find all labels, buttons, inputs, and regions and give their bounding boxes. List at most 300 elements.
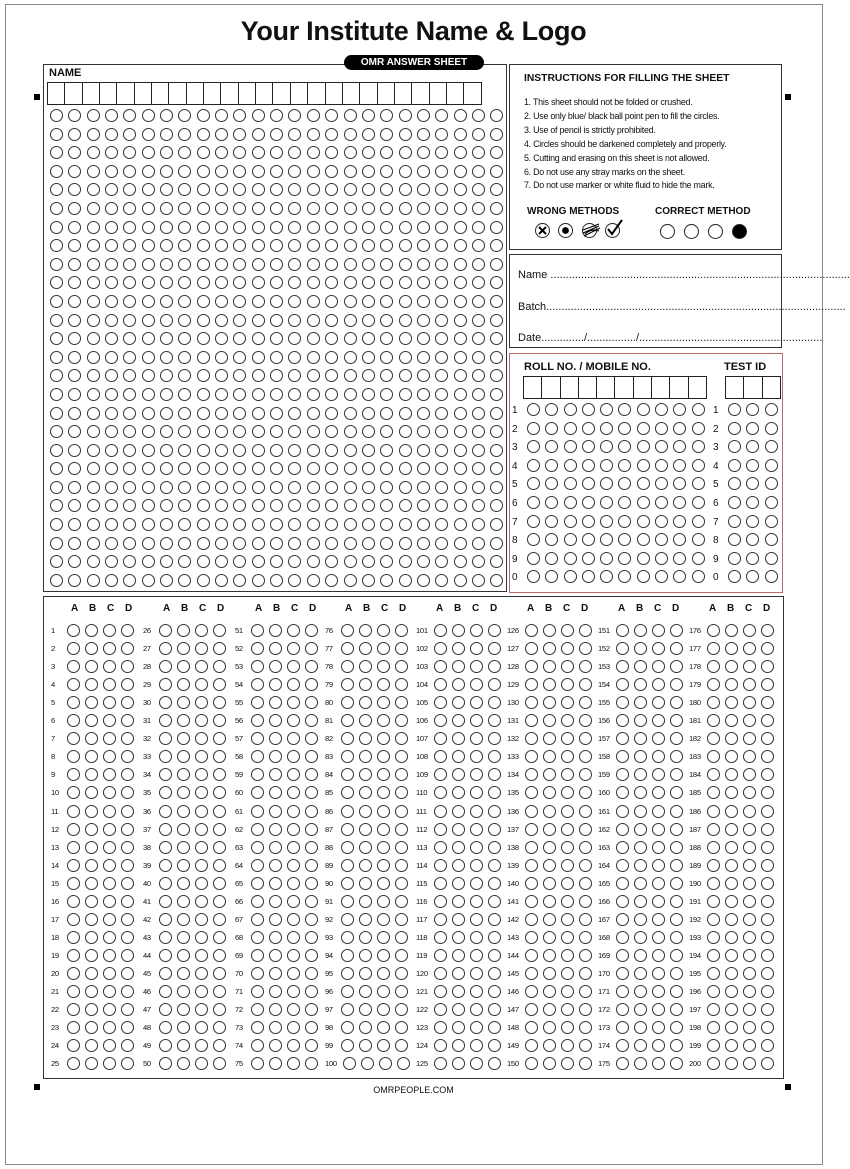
answer-bubble[interactable] <box>287 1003 300 1016</box>
name-bubble[interactable] <box>270 128 283 141</box>
name-bubble[interactable] <box>160 109 173 122</box>
name-bubble[interactable] <box>233 183 246 196</box>
name-bubble[interactable] <box>362 351 375 364</box>
name-bubble[interactable] <box>105 388 118 401</box>
answer-bubble[interactable] <box>488 985 501 998</box>
answer-bubble[interactable] <box>67 841 80 854</box>
name-bubble[interactable] <box>105 109 118 122</box>
name-bubble[interactable] <box>87 146 100 159</box>
name-bubble[interactable] <box>68 499 81 512</box>
answer-bubble[interactable] <box>213 913 226 926</box>
name-bubble[interactable] <box>380 407 393 420</box>
answer-bubble[interactable] <box>543 1021 556 1034</box>
name-bubble[interactable] <box>399 239 412 252</box>
name-bubble[interactable] <box>325 128 338 141</box>
name-bubble[interactable] <box>435 574 448 587</box>
answer-bubble[interactable] <box>305 823 318 836</box>
answer-bubble[interactable] <box>341 985 354 998</box>
name-bubble[interactable] <box>105 351 118 364</box>
answer-bubble[interactable] <box>213 931 226 944</box>
name-bubble[interactable] <box>68 407 81 420</box>
answer-bubble[interactable] <box>213 949 226 962</box>
answer-bubble[interactable] <box>761 805 774 818</box>
name-bubble[interactable] <box>233 518 246 531</box>
name-bubble[interactable] <box>215 407 228 420</box>
answer-bubble[interactable] <box>159 642 172 655</box>
answer-bubble[interactable] <box>543 895 556 908</box>
test-id-bubble[interactable] <box>746 496 759 509</box>
answer-bubble[interactable] <box>616 859 629 872</box>
answer-bubble[interactable] <box>359 660 372 673</box>
name-bubble[interactable] <box>160 221 173 234</box>
name-bubble[interactable] <box>252 295 265 308</box>
answer-bubble[interactable] <box>103 841 116 854</box>
name-bubble[interactable] <box>68 537 81 550</box>
name-bubble[interactable] <box>344 202 357 215</box>
name-bubble[interactable] <box>454 518 467 531</box>
name-bubble[interactable] <box>50 221 63 234</box>
name-bubble[interactable] <box>417 128 430 141</box>
answer-bubble[interactable] <box>434 624 447 637</box>
name-bubble[interactable] <box>270 555 283 568</box>
name-bubble[interactable] <box>252 351 265 364</box>
answer-bubble[interactable] <box>67 931 80 944</box>
name-bubble[interactable] <box>362 425 375 438</box>
answer-bubble[interactable] <box>561 805 574 818</box>
answer-bubble[interactable] <box>525 913 538 926</box>
name-bubble[interactable] <box>215 332 228 345</box>
name-bubble[interactable] <box>68 276 81 289</box>
answer-bubble[interactable] <box>725 1003 738 1016</box>
answer-bubble[interactable] <box>452 1003 465 1016</box>
answer-bubble[interactable] <box>525 949 538 962</box>
name-bubble[interactable] <box>270 221 283 234</box>
roll-digit-bubble[interactable] <box>545 570 558 583</box>
answer-bubble[interactable] <box>670 913 683 926</box>
name-bubble[interactable] <box>307 332 320 345</box>
name-bubble[interactable] <box>325 499 338 512</box>
name-bubble[interactable] <box>215 221 228 234</box>
name-bubble[interactable] <box>197 276 210 289</box>
answer-bubble[interactable] <box>121 913 134 926</box>
name-bubble[interactable] <box>362 258 375 271</box>
name-bubble[interactable] <box>362 518 375 531</box>
answer-bubble[interactable] <box>395 931 408 944</box>
name-bubble[interactable] <box>160 239 173 252</box>
answer-bubble[interactable] <box>434 660 447 673</box>
name-letter-box[interactable] <box>359 82 377 105</box>
answer-bubble[interactable] <box>103 895 116 908</box>
name-bubble[interactable] <box>233 239 246 252</box>
name-bubble[interactable] <box>50 258 63 271</box>
name-bubble[interactable] <box>380 276 393 289</box>
answer-bubble[interactable] <box>85 877 98 890</box>
answer-bubble[interactable] <box>159 877 172 890</box>
name-bubble[interactable] <box>490 239 503 252</box>
name-bubble[interactable] <box>178 146 191 159</box>
answer-bubble[interactable] <box>377 949 390 962</box>
answer-bubble[interactable] <box>707 1003 720 1016</box>
name-bubble[interactable] <box>472 183 485 196</box>
answer-bubble[interactable] <box>434 913 447 926</box>
name-bubble[interactable] <box>362 109 375 122</box>
name-bubble[interactable] <box>50 276 63 289</box>
roll-digit-bubble[interactable] <box>545 440 558 453</box>
answer-bubble[interactable] <box>377 895 390 908</box>
name-letter-box[interactable] <box>64 82 82 105</box>
name-bubble[interactable] <box>233 537 246 550</box>
answer-bubble[interactable] <box>213 895 226 908</box>
answer-bubble[interactable] <box>470 1003 483 1016</box>
roll-digit-bubble[interactable] <box>692 515 705 528</box>
name-bubble[interactable] <box>288 407 301 420</box>
name-bubble[interactable] <box>178 258 191 271</box>
answer-bubble[interactable] <box>269 913 282 926</box>
name-bubble[interactable] <box>123 258 136 271</box>
name-bubble[interactable] <box>233 444 246 457</box>
roll-digit-bubble[interactable] <box>582 477 595 490</box>
answer-bubble[interactable] <box>452 841 465 854</box>
answer-bubble[interactable] <box>579 841 592 854</box>
test-id-bubble[interactable] <box>765 440 778 453</box>
answer-bubble[interactable] <box>269 949 282 962</box>
test-id-bubble[interactable] <box>765 570 778 583</box>
name-bubble[interactable] <box>68 351 81 364</box>
answer-bubble[interactable] <box>488 841 501 854</box>
name-bubble[interactable] <box>270 165 283 178</box>
roll-digit-bubble[interactable] <box>600 422 613 435</box>
name-bubble[interactable] <box>362 146 375 159</box>
answer-bubble[interactable] <box>121 624 134 637</box>
answer-bubble[interactable] <box>725 805 738 818</box>
answer-bubble[interactable] <box>743 841 756 854</box>
answer-bubble[interactable] <box>761 1021 774 1034</box>
name-letter-box[interactable] <box>116 82 134 105</box>
name-bubble[interactable] <box>68 481 81 494</box>
name-bubble[interactable] <box>123 369 136 382</box>
answer-bubble[interactable] <box>287 642 300 655</box>
answer-bubble[interactable] <box>177 949 190 962</box>
answer-bubble[interactable] <box>561 895 574 908</box>
name-bubble[interactable] <box>123 499 136 512</box>
name-bubble[interactable] <box>454 128 467 141</box>
answer-bubble[interactable] <box>725 967 738 980</box>
name-bubble[interactable] <box>362 165 375 178</box>
name-bubble[interactable] <box>215 258 228 271</box>
answer-bubble[interactable] <box>395 859 408 872</box>
answer-bubble[interactable] <box>121 1003 134 1016</box>
name-bubble[interactable] <box>490 165 503 178</box>
answer-bubble[interactable] <box>251 1021 264 1034</box>
answer-bubble[interactable] <box>525 805 538 818</box>
answer-bubble[interactable] <box>543 805 556 818</box>
answer-bubble[interactable] <box>67 967 80 980</box>
name-bubble[interactable] <box>105 369 118 382</box>
name-bubble[interactable] <box>490 518 503 531</box>
answer-bubble[interactable] <box>470 805 483 818</box>
answer-bubble[interactable] <box>251 967 264 980</box>
digit-box[interactable] <box>669 376 688 399</box>
answer-bubble[interactable] <box>634 841 647 854</box>
answer-bubble[interactable] <box>616 1021 629 1034</box>
answer-bubble[interactable] <box>121 823 134 836</box>
name-bubble[interactable] <box>197 462 210 475</box>
answer-bubble[interactable] <box>159 949 172 962</box>
answer-bubble[interactable] <box>341 895 354 908</box>
name-bubble[interactable] <box>233 332 246 345</box>
name-bubble[interactable] <box>197 332 210 345</box>
answer-bubble[interactable] <box>159 805 172 818</box>
name-bubble[interactable] <box>288 518 301 531</box>
roll-digit-bubble[interactable] <box>600 403 613 416</box>
name-bubble[interactable] <box>252 258 265 271</box>
name-bubble[interactable] <box>344 109 357 122</box>
answer-bubble[interactable] <box>707 660 720 673</box>
name-bubble[interactable] <box>105 314 118 327</box>
name-bubble[interactable] <box>490 462 503 475</box>
name-bubble[interactable] <box>490 221 503 234</box>
answer-bubble[interactable] <box>67 895 80 908</box>
roll-digit-bubble[interactable] <box>618 570 631 583</box>
roll-digit-bubble[interactable] <box>618 496 631 509</box>
roll-digit-bubble[interactable] <box>564 496 577 509</box>
answer-bubble[interactable] <box>287 985 300 998</box>
name-bubble[interactable] <box>270 444 283 457</box>
answer-bubble[interactable] <box>743 913 756 926</box>
answer-bubble[interactable] <box>177 985 190 998</box>
answer-bubble[interactable] <box>85 949 98 962</box>
roll-digit-bubble[interactable] <box>527 552 540 565</box>
name-bubble[interactable] <box>307 202 320 215</box>
answer-bubble[interactable] <box>634 895 647 908</box>
answer-bubble[interactable] <box>634 1003 647 1016</box>
name-bubble[interactable] <box>399 221 412 234</box>
name-bubble[interactable] <box>380 499 393 512</box>
name-bubble[interactable] <box>252 518 265 531</box>
answer-bubble[interactable] <box>195 895 208 908</box>
name-bubble[interactable] <box>362 221 375 234</box>
answer-bubble[interactable] <box>287 660 300 673</box>
answer-bubble[interactable] <box>67 877 80 890</box>
name-letter-box[interactable] <box>186 82 204 105</box>
name-bubble[interactable] <box>435 537 448 550</box>
answer-bubble[interactable] <box>707 823 720 836</box>
name-bubble[interactable] <box>325 202 338 215</box>
name-bubble[interactable] <box>160 351 173 364</box>
name-bubble[interactable] <box>344 499 357 512</box>
name-bubble[interactable] <box>399 332 412 345</box>
answer-bubble[interactable] <box>359 841 372 854</box>
name-bubble[interactable] <box>472 518 485 531</box>
answer-bubble[interactable] <box>761 877 774 890</box>
answer-bubble[interactable] <box>121 642 134 655</box>
answer-bubble[interactable] <box>359 967 372 980</box>
answer-bubble[interactable] <box>195 859 208 872</box>
name-bubble[interactable] <box>307 518 320 531</box>
answer-bubble[interactable] <box>725 859 738 872</box>
name-bubble[interactable] <box>288 444 301 457</box>
answer-bubble[interactable] <box>579 985 592 998</box>
name-bubble[interactable] <box>490 146 503 159</box>
name-bubble[interactable] <box>307 109 320 122</box>
answer-bubble[interactable] <box>305 805 318 818</box>
name-bubble[interactable] <box>233 165 246 178</box>
answer-bubble[interactable] <box>177 877 190 890</box>
answer-bubble[interactable] <box>121 841 134 854</box>
answer-bubble[interactable] <box>103 877 116 890</box>
name-bubble[interactable] <box>454 425 467 438</box>
name-bubble[interactable] <box>215 369 228 382</box>
answer-bubble[interactable] <box>121 967 134 980</box>
name-bubble[interactable] <box>362 555 375 568</box>
answer-bubble[interactable] <box>743 823 756 836</box>
answer-bubble[interactable] <box>434 823 447 836</box>
name-bubble[interactable] <box>160 332 173 345</box>
name-bubble[interactable] <box>50 351 63 364</box>
answer-bubble[interactable] <box>287 624 300 637</box>
name-bubble[interactable] <box>178 555 191 568</box>
name-bubble[interactable] <box>160 444 173 457</box>
name-bubble[interactable] <box>87 183 100 196</box>
name-bubble[interactable] <box>197 295 210 308</box>
test-id-bubble[interactable] <box>765 422 778 435</box>
answer-bubble[interactable] <box>561 1021 574 1034</box>
name-bubble[interactable] <box>123 425 136 438</box>
name-bubble[interactable] <box>417 332 430 345</box>
answer-bubble[interactable] <box>85 859 98 872</box>
answer-bubble[interactable] <box>488 624 501 637</box>
answer-bubble[interactable] <box>470 967 483 980</box>
name-bubble[interactable] <box>105 146 118 159</box>
test-id-bubble[interactable] <box>728 570 741 583</box>
answer-bubble[interactable] <box>103 624 116 637</box>
name-bubble[interactable] <box>435 183 448 196</box>
name-bubble[interactable] <box>325 574 338 587</box>
name-bubble[interactable] <box>399 165 412 178</box>
answer-bubble[interactable] <box>761 895 774 908</box>
name-bubble[interactable] <box>307 388 320 401</box>
answer-bubble[interactable] <box>67 949 80 962</box>
name-bubble[interactable] <box>472 444 485 457</box>
answer-bubble[interactable] <box>195 805 208 818</box>
answer-bubble[interactable] <box>761 859 774 872</box>
name-bubble[interactable] <box>178 314 191 327</box>
name-bubble[interactable] <box>123 332 136 345</box>
name-letter-box[interactable] <box>82 82 100 105</box>
answer-bubble[interactable] <box>377 624 390 637</box>
answer-bubble[interactable] <box>670 859 683 872</box>
answer-bubble[interactable] <box>561 931 574 944</box>
name-bubble[interactable] <box>160 258 173 271</box>
answer-bubble[interactable] <box>269 859 282 872</box>
name-bubble[interactable] <box>362 574 375 587</box>
answer-bubble[interactable] <box>652 985 665 998</box>
name-bubble[interactable] <box>490 314 503 327</box>
answer-bubble[interactable] <box>121 1021 134 1034</box>
name-bubble[interactable] <box>490 295 503 308</box>
answer-bubble[interactable] <box>159 931 172 944</box>
name-bubble[interactable] <box>160 202 173 215</box>
name-bubble[interactable] <box>50 146 63 159</box>
roll-digit-bubble[interactable] <box>618 459 631 472</box>
answer-bubble[interactable] <box>670 1003 683 1016</box>
name-bubble[interactable] <box>325 109 338 122</box>
digit-box[interactable] <box>614 376 633 399</box>
answer-bubble[interactable] <box>761 642 774 655</box>
name-bubble[interactable] <box>197 388 210 401</box>
name-bubble[interactable] <box>105 295 118 308</box>
roll-digit-bubble[interactable] <box>545 422 558 435</box>
name-bubble[interactable] <box>362 462 375 475</box>
answer-bubble[interactable] <box>305 841 318 854</box>
roll-digit-bubble[interactable] <box>527 422 540 435</box>
answer-bubble[interactable] <box>707 877 720 890</box>
answer-bubble[interactable] <box>395 1021 408 1034</box>
name-bubble[interactable] <box>380 351 393 364</box>
name-bubble[interactable] <box>68 128 81 141</box>
answer-bubble[interactable] <box>195 841 208 854</box>
answer-bubble[interactable] <box>470 841 483 854</box>
name-bubble[interactable] <box>87 425 100 438</box>
name-letter-box[interactable] <box>377 82 395 105</box>
name-bubble[interactable] <box>435 555 448 568</box>
name-bubble[interactable] <box>68 388 81 401</box>
name-bubble[interactable] <box>472 462 485 475</box>
answer-bubble[interactable] <box>305 624 318 637</box>
name-bubble[interactable] <box>399 258 412 271</box>
name-bubble[interactable] <box>197 555 210 568</box>
answer-bubble[interactable] <box>561 624 574 637</box>
answer-bubble[interactable] <box>488 895 501 908</box>
test-id-bubble[interactable] <box>765 533 778 546</box>
roll-digit-bubble[interactable] <box>600 552 613 565</box>
name-bubble[interactable] <box>380 221 393 234</box>
answer-bubble[interactable] <box>395 823 408 836</box>
answer-bubble[interactable] <box>634 1021 647 1034</box>
answer-bubble[interactable] <box>579 805 592 818</box>
name-bubble[interactable] <box>472 258 485 271</box>
name-bubble[interactable] <box>105 425 118 438</box>
answer-bubble[interactable] <box>525 841 538 854</box>
name-bubble[interactable] <box>325 276 338 289</box>
name-bubble[interactable] <box>270 276 283 289</box>
roll-digit-bubble[interactable] <box>545 403 558 416</box>
answer-bubble[interactable] <box>359 931 372 944</box>
name-bubble[interactable] <box>233 351 246 364</box>
answer-bubble[interactable] <box>470 877 483 890</box>
name-bubble[interactable] <box>178 221 191 234</box>
answer-bubble[interactable] <box>121 805 134 818</box>
answer-bubble[interactable] <box>395 841 408 854</box>
name-bubble[interactable] <box>252 239 265 252</box>
roll-digit-bubble[interactable] <box>582 552 595 565</box>
name-bubble[interactable] <box>215 462 228 475</box>
name-bubble[interactable] <box>50 499 63 512</box>
digit-box[interactable] <box>596 376 615 399</box>
digit-box[interactable] <box>541 376 560 399</box>
answer-bubble[interactable] <box>103 660 116 673</box>
name-bubble[interactable] <box>435 481 448 494</box>
answer-bubble[interactable] <box>579 1021 592 1034</box>
name-bubble[interactable] <box>417 462 430 475</box>
roll-digit-bubble[interactable] <box>600 515 613 528</box>
name-bubble[interactable] <box>417 555 430 568</box>
name-bubble[interactable] <box>417 518 430 531</box>
name-bubble[interactable] <box>362 183 375 196</box>
name-bubble[interactable] <box>215 574 228 587</box>
name-bubble[interactable] <box>490 332 503 345</box>
answer-bubble[interactable] <box>121 877 134 890</box>
